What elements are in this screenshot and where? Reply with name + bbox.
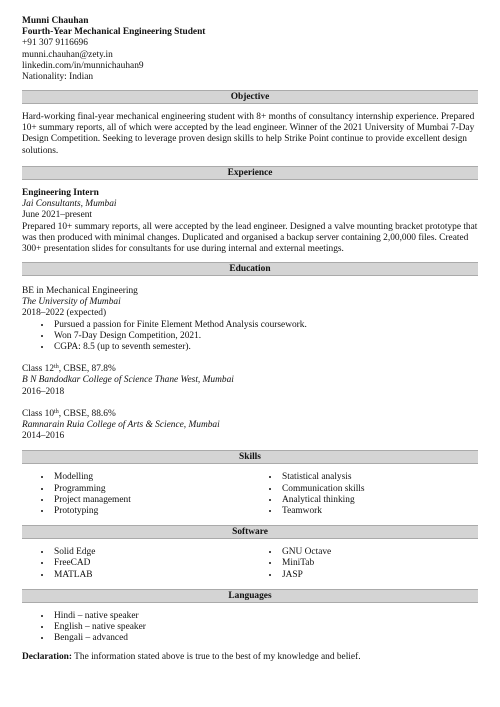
- skills-heading: Skills: [22, 450, 478, 464]
- list-item: • Statistical analysis: [280, 472, 478, 483]
- list-item: • Pursued a passion for Finite Element Method Analysis coursework.: [52, 320, 478, 331]
- declaration-text: The information stated above is true to the best of my knowledge and belief.: [71, 652, 361, 663]
- skills-columns: [22, 472, 478, 517]
- class10-school: Ramnarain Ruia College of Arts & Science, Mumbai: [22, 420, 220, 431]
- software-left-list: [22, 547, 250, 581]
- list-item: • Solid Edge: [52, 547, 250, 558]
- skills-left-list: [22, 472, 250, 517]
- software-columns: [22, 547, 478, 581]
- nationality: Nationality: Indian: [22, 72, 94, 83]
- class10-title: Class 10th, CBSE, 88.6%: [22, 408, 116, 419]
- languages-heading: Languages: [22, 589, 478, 603]
- list-item: • GNU Octave: [280, 547, 478, 558]
- list-item: • Won 7-Day Design Competition, 2021.: [52, 331, 478, 342]
- list-item: • Bengali – advanced: [52, 633, 478, 644]
- list-item: • Modelling: [52, 472, 250, 483]
- languages-list: [22, 611, 478, 645]
- class10-dates: 2014–2016: [22, 431, 65, 442]
- linkedin-url: linkedin.com/in/munnichauhan9: [22, 60, 144, 71]
- education-heading: Education: [22, 262, 478, 276]
- degree-dates: 2018–2022 (expected): [22, 308, 107, 319]
- list-item: • Hindi – native speaker: [52, 611, 478, 622]
- company-name: Jai Consultants, Mumbai: [22, 199, 117, 210]
- candidate-title: Fourth-Year Mechanical Engineering Student: [22, 27, 206, 38]
- list-item: • MiniTab: [280, 558, 478, 569]
- skills-right-list: [250, 472, 478, 517]
- list-item: • CGPA: 8.5 (up to seventh semester).: [52, 342, 478, 353]
- job-dates: June 2021–present: [22, 210, 93, 221]
- university-name: The University of Mumbai: [22, 297, 121, 308]
- list-item: • MATLAB: [52, 570, 250, 581]
- list-item: • Teamwork: [280, 506, 478, 517]
- list-item: • Communication skills: [280, 484, 478, 495]
- list-item: • JASP: [280, 570, 478, 581]
- email-address: munni.chauhan@zety.in: [22, 49, 113, 60]
- list-item: • Project management: [52, 495, 250, 506]
- list-item: • English – native speaker: [52, 622, 478, 633]
- list-item: • Programming: [52, 484, 250, 495]
- software-right-list: [250, 547, 478, 581]
- list-item: • Analytical thinking: [280, 495, 478, 506]
- list-item: • Prototyping: [52, 506, 250, 517]
- phone-number: +91 307 9116696: [22, 38, 88, 49]
- education-entries: [22, 286, 478, 442]
- software-heading: Software: [22, 525, 478, 539]
- experience-entry: [22, 188, 478, 256]
- degree-points-list: [22, 320, 478, 354]
- objective-text: Hard-working final-year mechanical engineering student with 8+ months of consultancy internship experience. Prepared 10+ summary reports, all of which were accepted by the lead engineer. Winner of the 2021 University of Mumbai 7-Day Design Competition. Seeking to leverage proven design skills to help Strike Point continue to provide excellent design solutions.: [22, 112, 475, 156]
- class12-title: Class 12th, CBSE, 87.8%: [22, 364, 116, 375]
- class12-school: B N Bandodkar College of Science Thane West, Mumbai: [22, 375, 234, 386]
- declaration: [22, 652, 478, 663]
- class12-dates: 2016–2018: [22, 386, 65, 397]
- objective-heading: Objective: [22, 90, 478, 104]
- job-description: Prepared 10+ summary reports, all were accepted by the lead engineer. Designed a valve mounting bracket prototype that was then produced with minimal changes. Duplicated and organised a backup server containing 2,00,000 files. Created 300+ presentation slides for consultants for use during internal and external meetings.: [22, 221, 478, 255]
- experience-heading: Experience: [22, 166, 478, 180]
- resume-header: [22, 16, 478, 82]
- declaration-label: Declaration:: [22, 652, 72, 663]
- candidate-name: Munni Chauhan: [22, 16, 89, 26]
- job-title: Engineering Intern: [22, 188, 99, 198]
- degree-name: BE in Mechanical Engineering: [22, 286, 138, 296]
- list-item: • FreeCAD: [52, 558, 250, 569]
